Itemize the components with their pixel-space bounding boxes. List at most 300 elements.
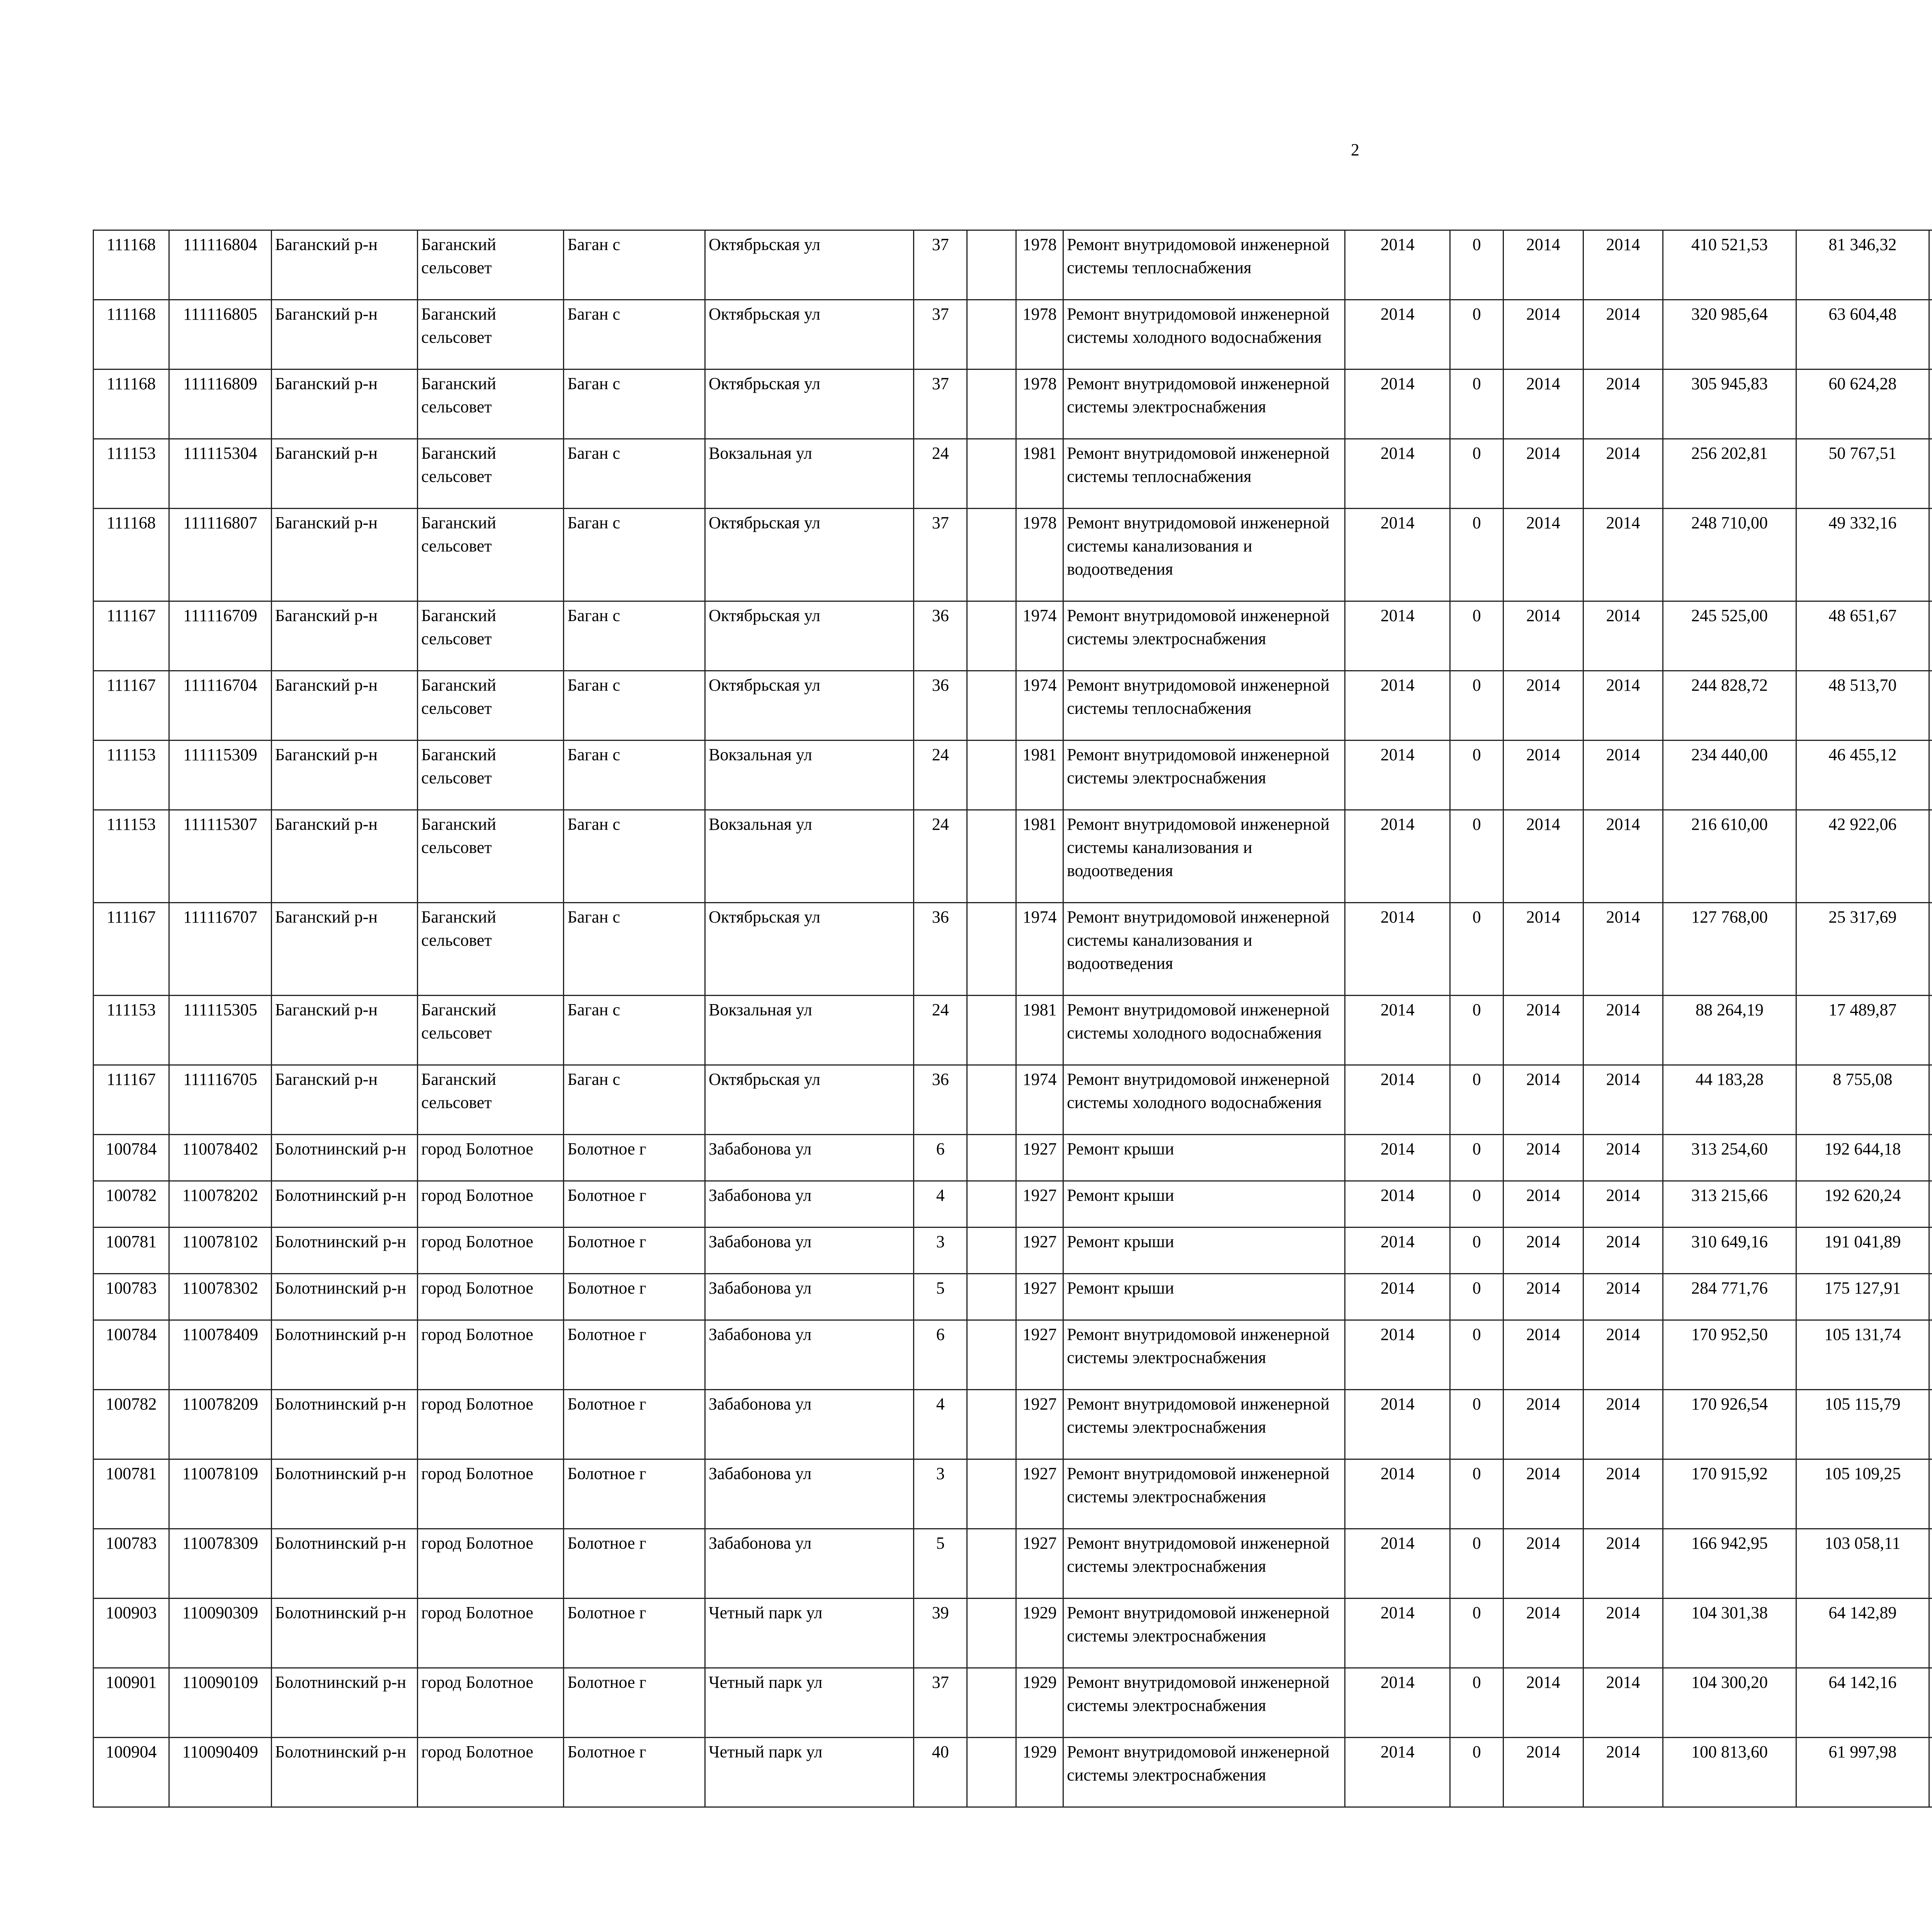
cell-start-year: 2014: [1503, 1459, 1583, 1529]
cell-work-type: Ремонт внутридомовой инженерной системы электроснабжения: [1063, 1668, 1345, 1738]
cell-start-year: 2014: [1503, 1065, 1583, 1135]
cell-district: Баганский р-н: [271, 230, 417, 300]
table-row: [94, 509, 1932, 601]
cell-district: Баганский р-н: [271, 741, 417, 810]
cell-work-type: Ремонт крыши: [1063, 1274, 1345, 1320]
cell-zero-value: 0: [1450, 671, 1503, 741]
cell-start-year: 2014: [1503, 1529, 1583, 1599]
cell-fund-share: 191 041,89: [1796, 1227, 1929, 1274]
cell-total-cost: 104 301,38: [1663, 1599, 1796, 1668]
cell-end-year: 2014: [1583, 903, 1663, 996]
cell-regional-share: [1929, 903, 1932, 996]
cell-building: [967, 741, 1016, 810]
cell-end-year: 2014: [1583, 1599, 1663, 1668]
cell-fund-share: 17 489,87: [1796, 996, 1929, 1065]
cell-regional-share: [1929, 1738, 1932, 1807]
cell-work-id: 110078402: [169, 1135, 272, 1181]
cell-house-number: 3: [914, 1227, 967, 1274]
cell-end-year: 2014: [1583, 1390, 1663, 1459]
cell-total-cost: 245 525,00: [1663, 601, 1796, 671]
cell-record-id: 111153: [94, 439, 169, 509]
cell-house-number: 24: [914, 741, 967, 810]
cell-fund-share: 64 142,89: [1796, 1599, 1929, 1668]
cell-building: [967, 1390, 1016, 1459]
cell-house-number: 24: [914, 810, 967, 903]
cell-work-id: 111116809: [169, 369, 272, 439]
cell-plan-year: 2014: [1345, 1320, 1450, 1390]
cell-end-year: 2014: [1583, 1274, 1663, 1320]
cell-municipality: Баганский сельсовет: [418, 439, 564, 509]
cell-total-cost: 320 985,64: [1663, 300, 1796, 369]
cell-settlement: Болотное г: [564, 1738, 705, 1807]
cell-fund-share: 48 513,70: [1796, 671, 1929, 741]
cell-plan-year: 2014: [1345, 300, 1450, 369]
cell-start-year: 2014: [1503, 369, 1583, 439]
cell-municipality: город Болотное: [418, 1529, 564, 1599]
table-row: [94, 439, 1932, 509]
cell-work-type: Ремонт крыши: [1063, 1227, 1345, 1274]
cell-year-built: 1978: [1016, 300, 1063, 369]
cell-start-year: 2014: [1503, 601, 1583, 671]
cell-plan-year: 2014: [1345, 1390, 1450, 1459]
cell-regional-share: [1929, 601, 1932, 671]
cell-building: [967, 1320, 1016, 1390]
capital-repair-table: [93, 230, 1932, 1808]
cell-work-type: Ремонт внутридомовой инженерной системы электроснабжения: [1063, 1320, 1345, 1390]
cell-fund-share: 175 127,91: [1796, 1274, 1929, 1320]
cell-plan-year: 2014: [1345, 810, 1450, 903]
cell-district: Баганский р-н: [271, 509, 417, 601]
cell-settlement: Баган с: [564, 509, 705, 601]
cell-end-year: 2014: [1583, 1668, 1663, 1738]
cell-municipality: город Болотное: [418, 1181, 564, 1227]
cell-end-year: 2014: [1583, 996, 1663, 1065]
cell-record-id: 100784: [94, 1320, 169, 1390]
cell-zero-value: 0: [1450, 1274, 1503, 1320]
cell-zero-value: 0: [1450, 230, 1503, 300]
cell-street: Четный парк ул: [705, 1738, 913, 1807]
table-row: [94, 810, 1932, 903]
cell-street: Вокзальная ул: [705, 996, 913, 1065]
cell-fund-share: 60 624,28: [1796, 369, 1929, 439]
table-row: [94, 741, 1932, 810]
table-row: [94, 1390, 1932, 1459]
cell-record-id: 111167: [94, 671, 169, 741]
cell-zero-value: 0: [1450, 1459, 1503, 1529]
cell-district: Болотнинский р-н: [271, 1181, 417, 1227]
cell-year-built: 1981: [1016, 810, 1063, 903]
cell-record-id: 100784: [94, 1135, 169, 1181]
cell-house-number: 24: [914, 996, 967, 1065]
cell-plan-year: 2014: [1345, 741, 1450, 810]
cell-start-year: 2014: [1503, 903, 1583, 996]
cell-building: [967, 671, 1016, 741]
cell-work-id: 111116709: [169, 601, 272, 671]
cell-total-cost: 284 771,76: [1663, 1274, 1796, 1320]
cell-year-built: 1929: [1016, 1668, 1063, 1738]
cell-settlement: Болотное г: [564, 1320, 705, 1390]
cell-year-built: 1929: [1016, 1599, 1063, 1668]
cell-plan-year: 2014: [1345, 1599, 1450, 1668]
cell-regional-share: [1929, 1227, 1932, 1274]
cell-building: [967, 1529, 1016, 1599]
cell-house-number: 4: [914, 1390, 967, 1459]
cell-street: Октябрьская ул: [705, 601, 913, 671]
cell-record-id: 111153: [94, 741, 169, 810]
cell-zero-value: 0: [1450, 1668, 1503, 1738]
cell-zero-value: 0: [1450, 1738, 1503, 1807]
cell-settlement: Болотное г: [564, 1227, 705, 1274]
cell-total-cost: 44 183,28: [1663, 1065, 1796, 1135]
cell-work-id: 110078102: [169, 1227, 272, 1274]
cell-total-cost: 170 952,50: [1663, 1320, 1796, 1390]
cell-building: [967, 1459, 1016, 1529]
cell-record-id: 111167: [94, 903, 169, 996]
cell-year-built: 1974: [1016, 1065, 1063, 1135]
cell-plan-year: 2014: [1345, 601, 1450, 671]
cell-street: Забабонова ул: [705, 1529, 913, 1599]
cell-end-year: 2014: [1583, 741, 1663, 810]
cell-street: Октябрьская ул: [705, 1065, 913, 1135]
cell-house-number: 24: [914, 439, 967, 509]
cell-building: [967, 1227, 1016, 1274]
cell-year-built: 1981: [1016, 439, 1063, 509]
cell-zero-value: 0: [1450, 1065, 1503, 1135]
cell-record-id: 100781: [94, 1227, 169, 1274]
cell-plan-year: 2014: [1345, 671, 1450, 741]
cell-municipality: город Болотное: [418, 1668, 564, 1738]
cell-plan-year: 2014: [1345, 1227, 1450, 1274]
cell-record-id: 100783: [94, 1274, 169, 1320]
cell-start-year: 2014: [1503, 1390, 1583, 1459]
cell-district: Болотнинский р-н: [271, 1320, 417, 1390]
cell-zero-value: 0: [1450, 1529, 1503, 1599]
cell-zero-value: 0: [1450, 810, 1503, 903]
cell-settlement: Баган с: [564, 230, 705, 300]
cell-work-type: Ремонт внутридомовой инженерной системы канализования и водоотведения: [1063, 509, 1345, 601]
table-body: [94, 230, 1932, 1807]
cell-municipality: Баганский сельсовет: [418, 996, 564, 1065]
cell-district: Баганский р-н: [271, 300, 417, 369]
cell-municipality: город Болотное: [418, 1135, 564, 1181]
table-row: [94, 1274, 1932, 1320]
cell-record-id: 111168: [94, 509, 169, 601]
table-row: [94, 230, 1932, 300]
cell-plan-year: 2014: [1345, 996, 1450, 1065]
cell-start-year: 2014: [1503, 439, 1583, 509]
cell-building: [967, 1181, 1016, 1227]
cell-year-built: 1927: [1016, 1320, 1063, 1390]
cell-zero-value: 0: [1450, 300, 1503, 369]
cell-house-number: 39: [914, 1599, 967, 1668]
cell-district: Болотнинский р-н: [271, 1390, 417, 1459]
cell-district: Болотнинский р-н: [271, 1738, 417, 1807]
cell-house-number: 6: [914, 1320, 967, 1390]
cell-zero-value: 0: [1450, 1390, 1503, 1459]
cell-work-type: Ремонт внутридомовой инженерной системы канализования и водоотведения: [1063, 810, 1345, 903]
cell-year-built: 1927: [1016, 1181, 1063, 1227]
cell-settlement: Болотное г: [564, 1135, 705, 1181]
cell-municipality: город Болотное: [418, 1599, 564, 1668]
cell-settlement: Болотное г: [564, 1459, 705, 1529]
cell-start-year: 2014: [1503, 1135, 1583, 1181]
cell-work-type: Ремонт внутридомовой инженерной системы электроснабжения: [1063, 601, 1345, 671]
cell-work-id: 110078302: [169, 1274, 272, 1320]
cell-street: Октябрьская ул: [705, 509, 913, 601]
cell-building: [967, 903, 1016, 996]
table-row: [94, 1738, 1932, 1807]
cell-total-cost: 100 813,60: [1663, 1738, 1796, 1807]
table-row: [94, 369, 1932, 439]
cell-start-year: 2014: [1503, 1320, 1583, 1390]
cell-work-id: 110090309: [169, 1599, 272, 1668]
cell-record-id: 100782: [94, 1390, 169, 1459]
cell-fund-share: 61 997,98: [1796, 1738, 1929, 1807]
cell-building: [967, 439, 1016, 509]
cell-total-cost: 104 300,20: [1663, 1668, 1796, 1738]
cell-settlement: Болотное г: [564, 1181, 705, 1227]
cell-work-type: Ремонт внутридомовой инженерной системы электроснабжения: [1063, 741, 1345, 810]
cell-year-built: 1927: [1016, 1390, 1063, 1459]
cell-plan-year: 2014: [1345, 439, 1450, 509]
cell-plan-year: 2014: [1345, 1459, 1450, 1529]
table-row: [94, 1227, 1932, 1274]
cell-end-year: 2014: [1583, 1459, 1663, 1529]
cell-plan-year: 2014: [1345, 509, 1450, 601]
cell-regional-share: [1929, 1459, 1932, 1529]
cell-work-type: Ремонт внутридомовой инженерной системы канализования и водоотведения: [1063, 903, 1345, 996]
table-row: [94, 671, 1932, 741]
cell-total-cost: 310 649,16: [1663, 1227, 1796, 1274]
cell-building: [967, 810, 1016, 903]
cell-work-type: Ремонт внутридомовой инженерной системы холодного водоснабжения: [1063, 300, 1345, 369]
cell-work-type: Ремонт внутридомовой инженерной системы холодного водоснабжения: [1063, 1065, 1345, 1135]
cell-total-cost: 170 926,54: [1663, 1390, 1796, 1459]
cell-year-built: 1978: [1016, 369, 1063, 439]
cell-work-id: 111116807: [169, 509, 272, 601]
cell-house-number: 5: [914, 1274, 967, 1320]
cell-year-built: 1927: [1016, 1459, 1063, 1529]
cell-plan-year: 2014: [1345, 369, 1450, 439]
cell-municipality: Баганский сельсовет: [418, 369, 564, 439]
page-number: 2: [1351, 140, 1359, 159]
cell-total-cost: 410 521,53: [1663, 230, 1796, 300]
cell-work-id: 110078109: [169, 1459, 272, 1529]
cell-work-id: 111116805: [169, 300, 272, 369]
cell-work-id: 110090409: [169, 1738, 272, 1807]
cell-regional-share: [1929, 369, 1932, 439]
cell-fund-share: 64 142,16: [1796, 1668, 1929, 1738]
cell-district: Баганский р-н: [271, 439, 417, 509]
cell-building: [967, 601, 1016, 671]
cell-zero-value: 0: [1450, 439, 1503, 509]
cell-municipality: Баганский сельсовет: [418, 903, 564, 996]
cell-year-built: 1978: [1016, 230, 1063, 300]
cell-end-year: 2014: [1583, 230, 1663, 300]
cell-regional-share: [1929, 439, 1932, 509]
cell-year-built: 1974: [1016, 903, 1063, 996]
cell-regional-share: [1929, 300, 1932, 369]
cell-record-id: 100904: [94, 1738, 169, 1807]
cell-settlement: Баган с: [564, 369, 705, 439]
cell-building: [967, 996, 1016, 1065]
cell-end-year: 2014: [1583, 810, 1663, 903]
cell-start-year: 2014: [1503, 1227, 1583, 1274]
cell-municipality: город Болотное: [418, 1459, 564, 1529]
cell-street: Забабонова ул: [705, 1320, 913, 1390]
cell-end-year: 2014: [1583, 439, 1663, 509]
cell-building: [967, 1274, 1016, 1320]
cell-house-number: 3: [914, 1459, 967, 1529]
cell-district: Баганский р-н: [271, 369, 417, 439]
cell-district: Болотнинский р-н: [271, 1135, 417, 1181]
cell-work-id: 110090109: [169, 1668, 272, 1738]
cell-fund-share: 192 644,18: [1796, 1135, 1929, 1181]
cell-total-cost: 88 264,19: [1663, 996, 1796, 1065]
cell-work-id: 110078409: [169, 1320, 272, 1390]
cell-end-year: 2014: [1583, 1529, 1663, 1599]
cell-start-year: 2014: [1503, 671, 1583, 741]
cell-year-built: 1927: [1016, 1135, 1063, 1181]
cell-end-year: 2014: [1583, 1135, 1663, 1181]
cell-house-number: 40: [914, 1738, 967, 1807]
cell-record-id: 100782: [94, 1181, 169, 1227]
cell-plan-year: 2014: [1345, 903, 1450, 996]
cell-work-type: Ремонт внутридомовой инженерной системы теплоснабжения: [1063, 439, 1345, 509]
table-row: [94, 1181, 1932, 1227]
cell-district: Болотнинский р-н: [271, 1227, 417, 1274]
cell-total-cost: 234 440,00: [1663, 741, 1796, 810]
cell-municipality: Баганский сельсовет: [418, 300, 564, 369]
cell-street: Забабонова ул: [705, 1459, 913, 1529]
cell-building: [967, 230, 1016, 300]
cell-street: Забабонова ул: [705, 1181, 913, 1227]
cell-street: Четный парк ул: [705, 1668, 913, 1738]
cell-plan-year: 2014: [1345, 1738, 1450, 1807]
cell-settlement: Болотное г: [564, 1390, 705, 1459]
cell-fund-share: 105 131,74: [1796, 1320, 1929, 1390]
cell-municipality: Баганский сельсовет: [418, 230, 564, 300]
cell-zero-value: 0: [1450, 996, 1503, 1065]
cell-settlement: Баган с: [564, 439, 705, 509]
cell-building: [967, 1065, 1016, 1135]
cell-work-id: 111115304: [169, 439, 272, 509]
cell-district: Баганский р-н: [271, 903, 417, 996]
cell-zero-value: 0: [1450, 1135, 1503, 1181]
cell-house-number: 36: [914, 903, 967, 996]
cell-building: [967, 1135, 1016, 1181]
cell-work-type: Ремонт крыши: [1063, 1181, 1345, 1227]
cell-end-year: 2014: [1583, 1181, 1663, 1227]
cell-total-cost: 305 945,83: [1663, 369, 1796, 439]
cell-work-id: 111115305: [169, 996, 272, 1065]
cell-municipality: Баганский сельсовет: [418, 509, 564, 601]
cell-zero-value: 0: [1450, 1599, 1503, 1668]
cell-fund-share: 8 755,08: [1796, 1065, 1929, 1135]
cell-plan-year: 2014: [1345, 1668, 1450, 1738]
cell-street: Вокзальная ул: [705, 741, 913, 810]
cell-settlement: Болотное г: [564, 1668, 705, 1738]
cell-municipality: Баганский сельсовет: [418, 671, 564, 741]
cell-district: Болотнинский р-н: [271, 1529, 417, 1599]
cell-total-cost: 313 254,60: [1663, 1135, 1796, 1181]
cell-end-year: 2014: [1583, 509, 1663, 601]
cell-fund-share: 49 332,16: [1796, 509, 1929, 601]
cell-start-year: 2014: [1503, 1274, 1583, 1320]
cell-fund-share: 63 604,48: [1796, 300, 1929, 369]
cell-work-id: 111116705: [169, 1065, 272, 1135]
cell-year-built: 1929: [1016, 1738, 1063, 1807]
cell-zero-value: 0: [1450, 601, 1503, 671]
cell-regional-share: [1929, 1320, 1932, 1390]
cell-fund-share: 48 651,67: [1796, 601, 1929, 671]
cell-zero-value: 0: [1450, 1181, 1503, 1227]
cell-street: Забабонова ул: [705, 1390, 913, 1459]
cell-municipality: Баганский сельсовет: [418, 810, 564, 903]
table-row: [94, 1135, 1932, 1181]
cell-work-type: Ремонт крыши: [1063, 1135, 1345, 1181]
cell-regional-share: [1929, 1529, 1932, 1599]
table-row: [94, 1529, 1932, 1599]
cell-district: Болотнинский р-н: [271, 1599, 417, 1668]
cell-regional-share: [1929, 1390, 1932, 1459]
cell-start-year: 2014: [1503, 509, 1583, 601]
cell-work-id: 111116804: [169, 230, 272, 300]
cell-municipality: город Болотное: [418, 1738, 564, 1807]
cell-work-id: 110078202: [169, 1181, 272, 1227]
cell-fund-share: 105 109,25: [1796, 1459, 1929, 1529]
cell-house-number: 36: [914, 671, 967, 741]
cell-year-built: 1978: [1016, 509, 1063, 601]
cell-fund-share: 25 317,69: [1796, 903, 1929, 996]
cell-plan-year: 2014: [1345, 1181, 1450, 1227]
cell-house-number: 36: [914, 601, 967, 671]
cell-district: Баганский р-н: [271, 810, 417, 903]
cell-building: [967, 509, 1016, 601]
cell-district: Болотнинский р-н: [271, 1274, 417, 1320]
cell-street: Забабонова ул: [705, 1274, 913, 1320]
cell-regional-share: [1929, 1668, 1932, 1738]
cell-work-id: 111115309: [169, 741, 272, 810]
cell-house-number: 4: [914, 1181, 967, 1227]
cell-district: Баганский р-н: [271, 601, 417, 671]
cell-regional-share: [1929, 509, 1932, 601]
cell-regional-share: [1929, 671, 1932, 741]
cell-year-built: 1974: [1016, 601, 1063, 671]
cell-start-year: 2014: [1503, 1668, 1583, 1738]
cell-fund-share: 42 922,06: [1796, 810, 1929, 903]
cell-district: Баганский р-н: [271, 1065, 417, 1135]
cell-municipality: Баганский сельсовет: [418, 741, 564, 810]
cell-zero-value: 0: [1450, 369, 1503, 439]
cell-street: Забабонова ул: [705, 1135, 913, 1181]
cell-regional-share: [1929, 810, 1932, 903]
cell-house-number: 37: [914, 230, 967, 300]
cell-settlement: Баган с: [564, 671, 705, 741]
cell-fund-share: 46 455,12: [1796, 741, 1929, 810]
cell-end-year: 2014: [1583, 369, 1663, 439]
cell-start-year: 2014: [1503, 1738, 1583, 1807]
cell-work-id: 111115307: [169, 810, 272, 903]
cell-work-type: Ремонт внутридомовой инженерной системы электроснабжения: [1063, 1390, 1345, 1459]
cell-settlement: Баган с: [564, 996, 705, 1065]
cell-fund-share: 50 767,51: [1796, 439, 1929, 509]
cell-work-id: 110078209: [169, 1390, 272, 1459]
cell-regional-share: [1929, 1181, 1932, 1227]
cell-house-number: 37: [914, 300, 967, 369]
cell-work-id: 111116707: [169, 903, 272, 996]
cell-total-cost: 216 610,00: [1663, 810, 1796, 903]
